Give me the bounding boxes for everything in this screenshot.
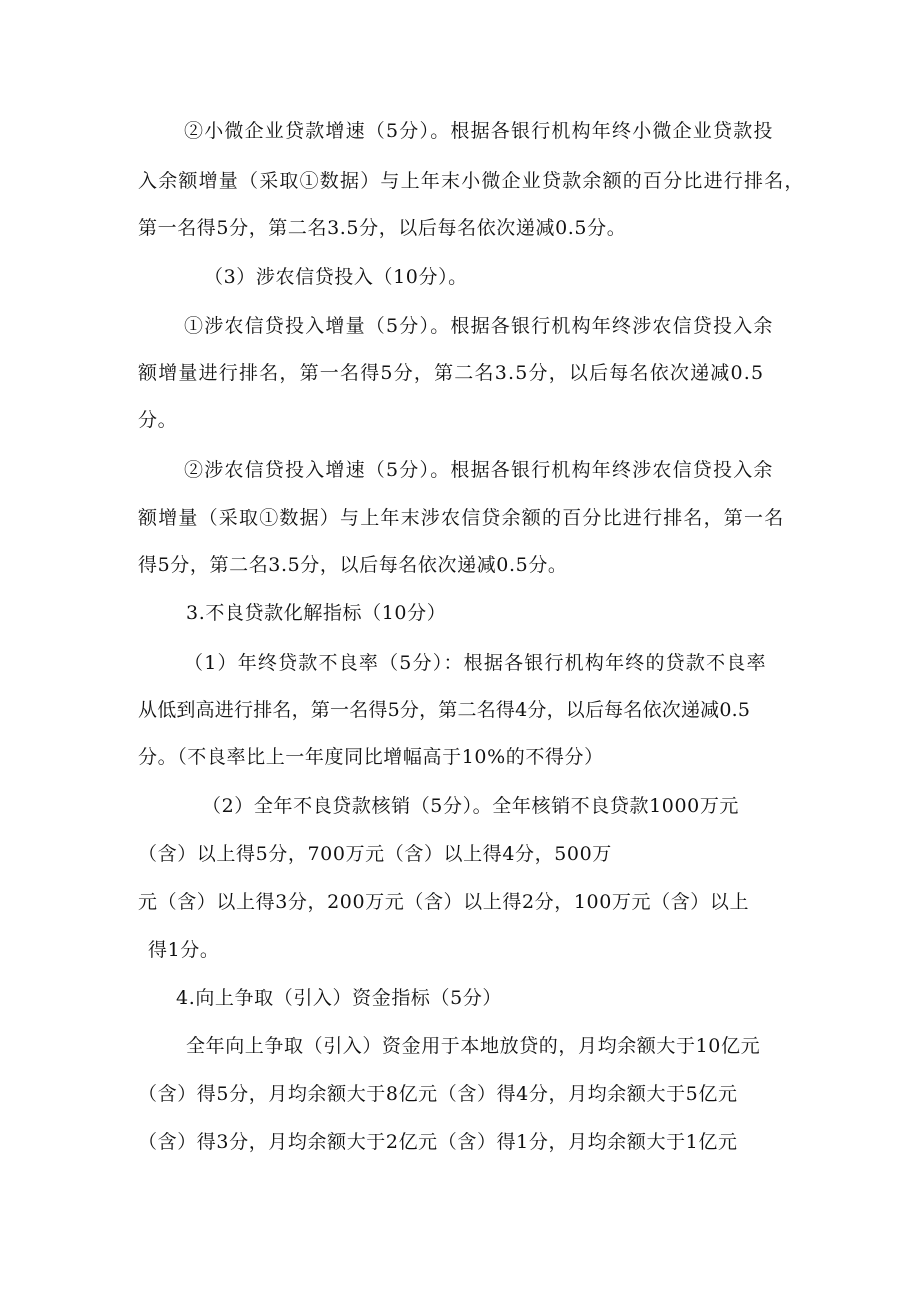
text-line: ①涉农信贷投入增量（5分）。根据各银行机构年终涉农信贷投入余 bbox=[184, 315, 774, 337]
text-line: 额增量（采取①数据）与上年末涉农信贷余额的百分比进行排名，第一名 bbox=[138, 507, 785, 529]
text-line: 全年向上争取（引入）资金用于本地放贷的，月均余额大于10亿元 bbox=[186, 1035, 761, 1057]
text-line: （含）以上得5分，700万元（含）以上得4分，500万 bbox=[138, 843, 612, 865]
text-line: （含）得5分，月均余额大于8亿元（含）得4分，月均余额大于5亿元 bbox=[138, 1083, 738, 1105]
text-line: （1）年终贷款不良率（5分）：根据各银行机构年终的贷款不良率 bbox=[184, 652, 767, 674]
text-line: 分。 bbox=[138, 409, 178, 431]
text-line: 得1分。 bbox=[148, 939, 220, 961]
section-heading: 4.向上争取（引入）资金指标（5分） bbox=[176, 987, 503, 1009]
text-line: 得5分，第二名3.5分，以后每名依次递减0.5分。 bbox=[138, 554, 568, 576]
text-line: 元（含）以上得3分，200万元（含）以上得2分，100万元（含）以上 bbox=[138, 891, 750, 913]
text-line: 额增量进行排名，第一名得5分，第二名3.5分，以后每名依次递减0.5 bbox=[138, 362, 765, 384]
text-line: 从低到高进行排名，第一名得5分，第二名得4分，以后每名依次递减0.5 bbox=[138, 699, 751, 721]
text-line: 第一名得5分，第二名3.5分，以后每名依次递减0.5分。 bbox=[138, 217, 627, 239]
text-line: ②小微企业贷款增速（5分）。根据各银行机构年终小微企业贷款投 bbox=[184, 120, 774, 142]
text-line: （含）得3分，月均余额大于2亿元（含）得1分，月均余额大于1亿元 bbox=[138, 1131, 738, 1153]
text-line: 入余额增量（采取①数据）与上年末小微企业贷款余额的百分比进行排名， bbox=[138, 170, 805, 192]
text-line: （2）全年不良贷款核销（5分）。全年核销不良贷款1000万元 bbox=[202, 795, 740, 817]
section-heading: 3.不良贷款化解指标（10分） bbox=[186, 602, 447, 624]
text-line: 分。（不良率比上一年度同比增幅高于10%的不得分） bbox=[138, 746, 604, 768]
section-heading: （3）涉农信贷投入（10分）。 bbox=[204, 266, 468, 288]
text-line: ②涉农信贷投入增速（5分）。根据各银行机构年终涉农信贷投入余 bbox=[184, 459, 774, 481]
